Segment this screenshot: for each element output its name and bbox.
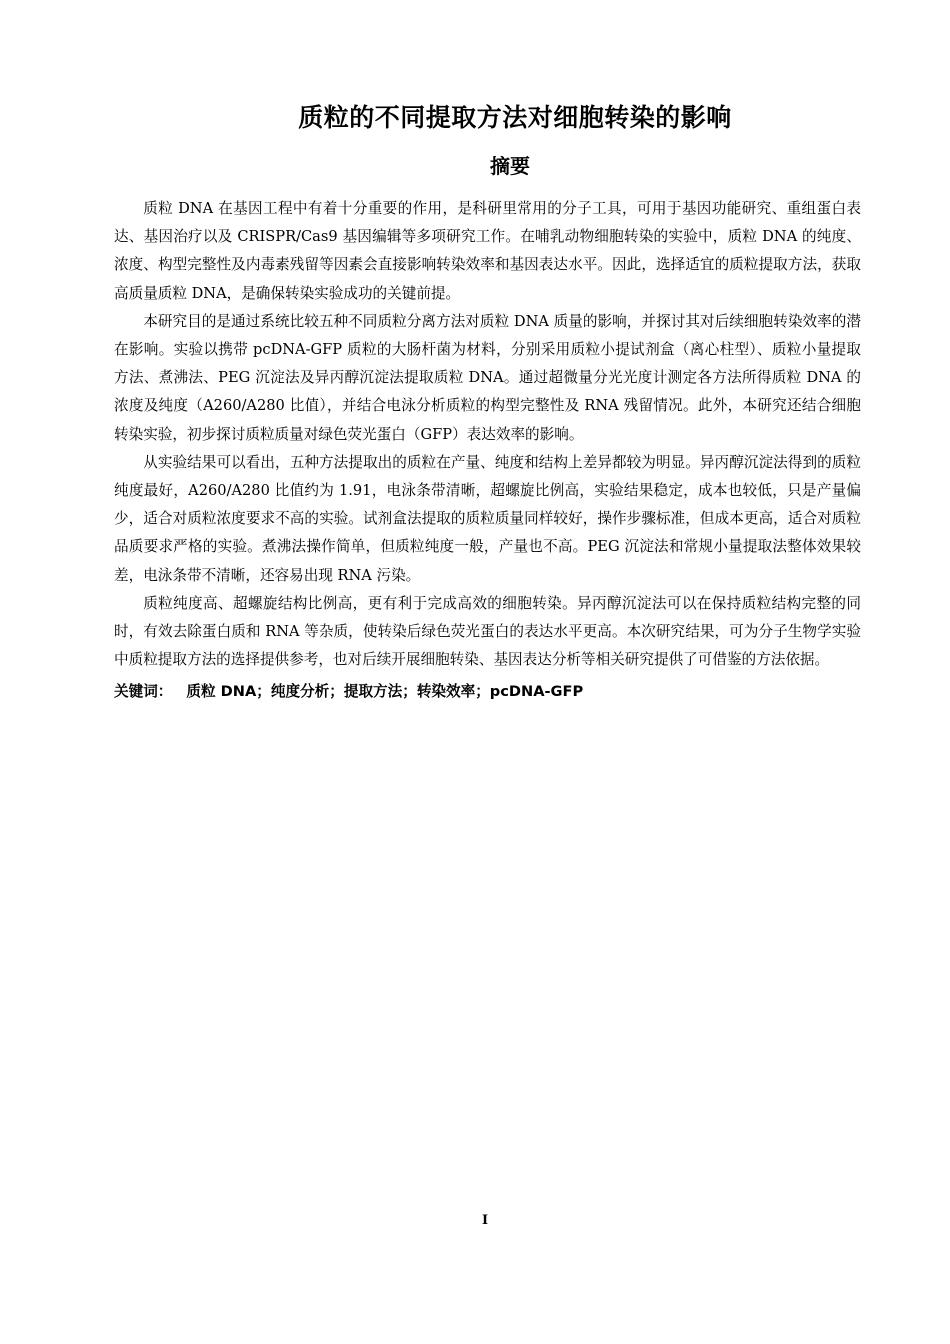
abstract-paragraph-2: 本研究目的是通过系统比较五种不同质粒分离方法对质粒 DNA 质量的影响，并探讨其对后续细胞转染效率的潜在影响。实验以携带 pcDNA-GFP 质粒的大肠杆菌为材料，分别采用质粒小提试剂盒（离心柱型）、质粒小量提取方法、煮沸法、PEG 沉淀法及异丙醇沉淀法提取质粒 DNA。通过超微量分光光度计测定各方法所得质粒 DNA 的浓度及纯度（A260/A280 比值），并结合电泳分析质粒的构型完整性及 RNA 残留情况。此外，本研究还结合细胞转染实验，初步探讨质粒质量对绿色荧光蛋白（GFP）表达效率的影响。 [114, 312, 861, 443]
abstract-body [114, 195, 861, 706]
abstract-paragraph-3: 从实验结果可以看出，五种方法提取出的质粒在产量、纯度和结构上差异都较为明显。异丙醇沉淀法得到的质粒纯度最好，A260/A280 比值约为 1.91，电泳条带清晰，超螺旋比例高，实验结果稳定，成本也较低，只是产量偏少，适合对质粒浓度要求不高的实验。试剂盒法提取的质粒质量同样较好，操作步骤标准，但成本更高，适合对质粒品质要求严格的实验。煮沸法操作简单，但质粒纯度一般，产量也不高。PEG 沉淀法和常规小量提取法整体效果较差，电泳条带不清晰，还容易出现 RNA 污染。 [114, 453, 861, 584]
page-number: I [481, 1213, 489, 1228]
abstract-heading: 摘要 [490, 154, 530, 178]
document-title: 质粒的不同提取方法对细胞转染的影响 [298, 103, 732, 132]
abstract-paragraph-1: 质粒 DNA 在基因工程中有着十分重要的作用，是科研里常用的分子工具，可用于基因功能研究、重组蛋白表达、基因治疗以及 CRISPR/Cas9 基因编辑等多项研究工作。在哺乳动物细胞转染的实验中，质粒 DNA 的纯度、浓度、构型完整性及内毒素残留等因素会直接影响转染效率和基因表达水平。因此，选择适宜的质粒提取方法，获取高质量质粒 DNA，是确保转染实验成功的关键前提。 [114, 200, 861, 302]
keywords-line [114, 678, 861, 706]
abstract-paragraph-4: 质粒纯度高、超螺旋结构比例高，更有利于完成高效的细胞转染。异丙醇沉淀法可以在保持质粒结构完整的同时，有效去除蛋白质和 RNA 等杂质，使转染后绿色荧光蛋白的表达水平更高。本次研究结果，可为分子生物学实验中质粒提取方法的选择提供参考，也对后续开展细胞转染、基因表达分析等相关研究提供了可借鉴的方法依据。 [114, 594, 861, 669]
keywords-label: 关键词： [114, 683, 173, 701]
keywords-text: 质粒 DNA；纯度分析；提取方法；转染效率；pcDNA-GFP [186, 683, 584, 701]
